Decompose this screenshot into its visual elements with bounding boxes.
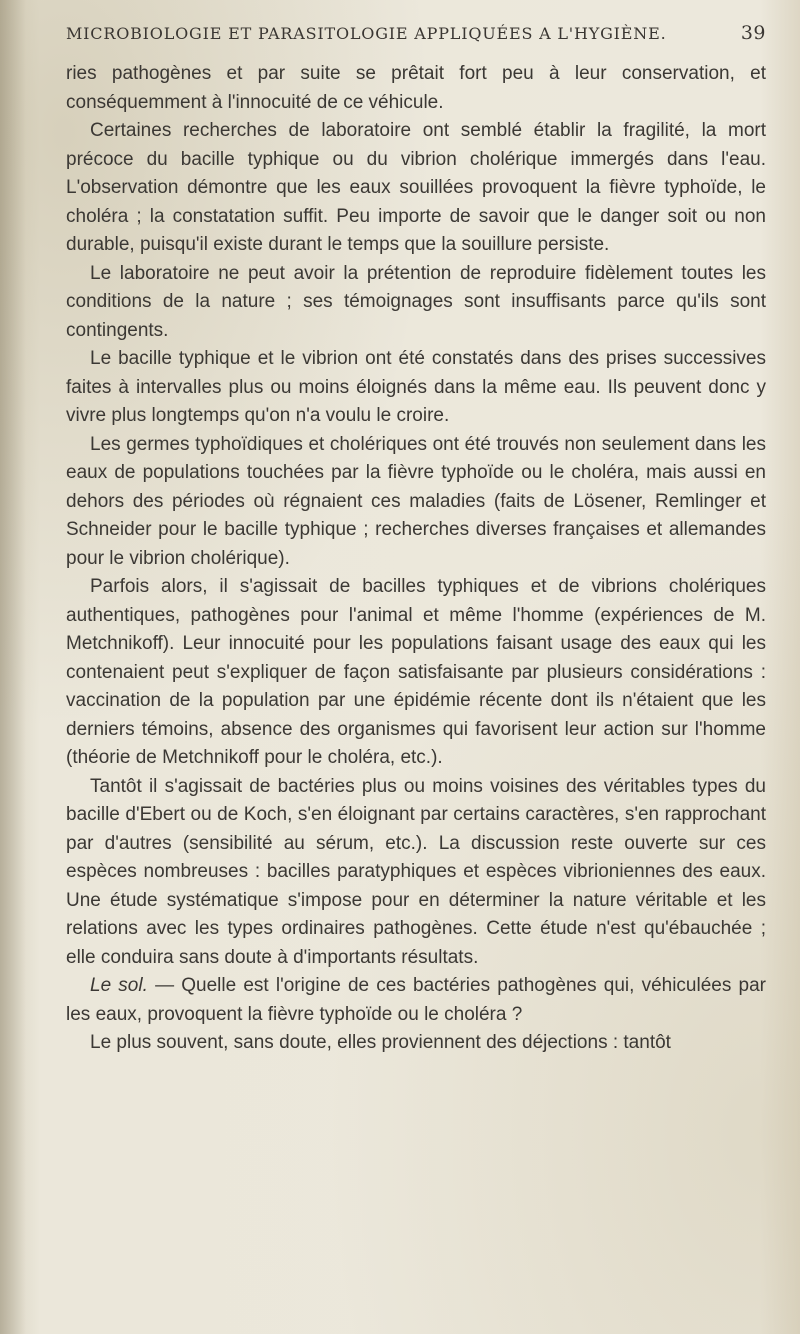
paragraph: Le bacille typhique et le vibrion ont été constatés dans des prises successives faites à intervalles plus ou moins éloignés dans la même eau. Ils peuvent donc y vivre plus longtemps qu'on n'a voulu le croire. xyxy=(66,348,766,426)
running-header xyxy=(66,14,766,54)
paragraph: Tantôt il s'agissait de bactéries plus ou moins voisines des véritables types du bacille d'Ebert ou de Koch, s'en éloignant par certains caractères, s'en rapprochant par d'autres (sensibilité au sérum, etc.). La discussion reste ouverte sur ces espèces nombreuses : bacilles paratyphiques et espèces vibrioniennes des eaux. Une étude systématique s'impose pour en déterminer la nature véritable et les relations avec les types ordinaires pathogènes. Cette étude n'est qu'ébauchée ; elle conduira sans doute à d'importants résultats. xyxy=(66,775,766,968)
paragraph: Les germes typhoïdiques et cholériques ont été trouvés non seulement dans les eaux de populations touchées par la fièvre typhoïde ou le choléra, mais aussi en dehors des périodes où régnaient ces maladies (faits de Lösener, Remlinger et Schneider pour le bacille typhique ; recherches diverses françaises et allemandes pour le vibrion cholérique). xyxy=(66,433,766,569)
paragraph: Certaines recherches de laboratoire ont semblé établir la fragilité, la mort précoce du bacille typhique ou du vibrion cholérique immergés dans l'eau. L'observation démontre que les eaux souillées provoquent la fièvre typhoïde, le choléra ; la constatation suffit. Peu importe de savoir que le danger soit ou non durable, puisqu'il existe durant le temps que la souillure persiste. xyxy=(66,120,766,255)
body-text xyxy=(66,60,766,1058)
paragraph: Le plus souvent, sans doute, elles proviennent des déjections : tantôt xyxy=(90,1032,671,1053)
section-run-in-label: Le sol. xyxy=(90,975,148,996)
page-number: 39 xyxy=(740,22,766,44)
running-title: MICROBIOLOGIE ET PARASITOLOGIE APPLIQUÉES A L'HYGIÈNE. xyxy=(66,24,667,43)
paragraph-sol-text: — Quelle est l'origine de ces bactéries pathogènes qui, véhiculées par les eaux, provoquent la fièvre typhoïde ou le choléra ? xyxy=(66,975,766,1025)
paragraph-sol xyxy=(66,972,766,1029)
paragraph: Le laboratoire ne peut avoir la prétention de reproduire fidèlement toutes les conditions de la nature ; ses témoignages sont insuffisants parce qu'ils sont contingents. xyxy=(66,262,766,341)
paragraph-continued: ries pathogènes et par suite se prêtait fort peu à leur conservation, et conséquemment à l'innocuité de ce véhicule. xyxy=(66,63,766,113)
paragraph: Parfois alors, il s'agissait de bacilles typhiques et de vibrions cholériques authentiques, pathogènes pour l'animal et même l'homme (expériences de M. Metchnikoff). Leur innocuité pour les populations faisant usage des eaux qui les contenaient peut s'expliquer de façon satisfaisante par plusieurs considérations : vaccination de la population par une épidémie récente dont ils n'étaient que les derniers témoins, absence des organismes qui favorisent leur action sur l'homme (théorie de Metchnikoff pour le choléra, etc.). xyxy=(66,576,766,768)
page-gutter-shadow xyxy=(0,0,26,1334)
